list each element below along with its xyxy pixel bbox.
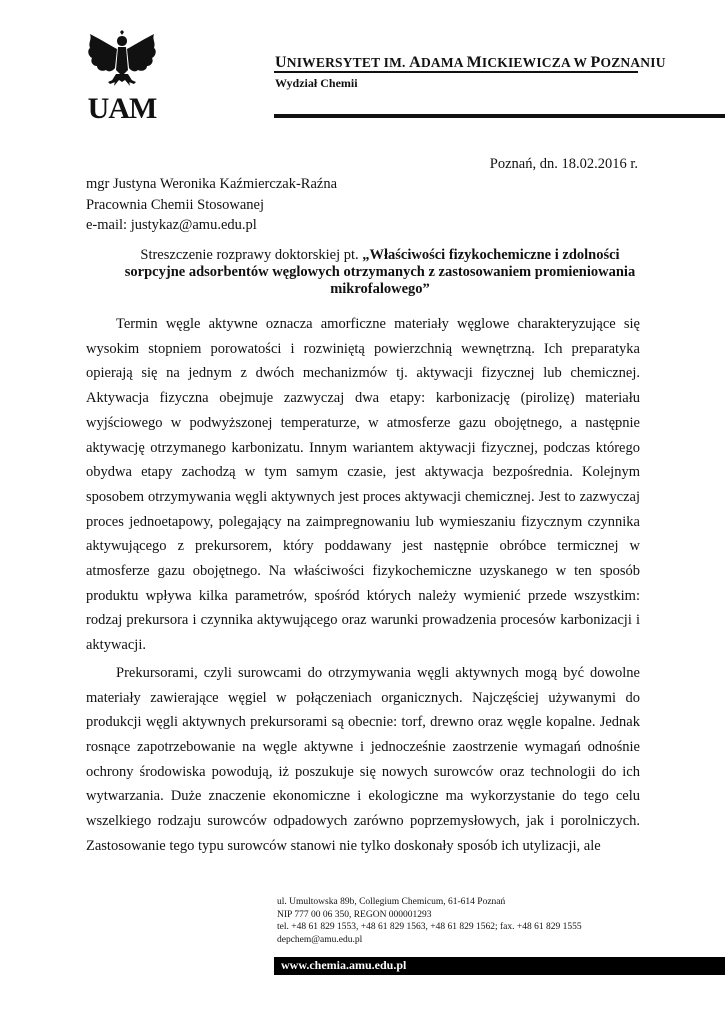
dissertation-title [120,247,640,298]
place-date: Poznań, dn. 18.02.2016 r. [489,156,638,172]
uam-logo [84,30,160,122]
footer-phones: tel. +48 61 829 1553, +48 61 829 1563, +48 61 829 1562; fax. +48 61 829 1555 [277,922,582,932]
footer-address: ul. Umultowska 89b, Collegium Chemicum, 61-614 Poznań [277,897,506,907]
eagle-icon [88,30,155,86]
paragraph: Prekursorami, czyli surowcami do otrzymywania węgli aktywnych mogą być dowolne materiały zawierające węgiel w połączeniach organicznych. Najczęściej używanymi do produkcji węgli aktywnych prekursorami są obecnie: torf, drewno oraz węgle kopalne. Jednak rosnące zapotrzebowanie na węgle aktywne i jednocześnie zaostrzenie wymagań odnośnie ochrony środowiska powodują, iż poszukuje się nowych surowców oraz technologii do ich wytwarzania. Duże znaczenie ekonomiczne i ekologiczne ma wykorzystanie do tego celu wszelkiego rodzaju surowców odpadowych zarówno poprzemysłowych, jak i porolniczych. Zastosowanie tego typu surowców stanowi nie tylko doskonały sposób ich utylizacji, ale [86,664,640,854]
footer-nip: NIP 777 00 06 350, REGON 000001293 [277,909,432,920]
title-bold: „Właściwości fizykochemiczne i zdolności sorpcyjne adsorbentów węglowych otrzymanych z zastosowaniem promieniowania mikrofalowego” [124,247,636,297]
paragraph: Termin węgle aktywne oznacza amorficzne materiały węglowe charakteryzujące się wysokim stopniem porowatości i rozwiniętą powierzchnią wewnętrzną. Ich preparatyka opierają się na jednym z dwóch mechanizmów tj. aktywacji fizycznej lub chemicznej. Aktywacja fizyczna obejmuje zazwyczaj dwa etapy: karbonizację (pirolizę) materiału wyjściowego w podwyższonej temperaturze, w atmosferze gazu obojętnego, a następnie aktywację otrzymanego karbonizatu. Innym wariantem aktywacji fizycznej, podczas którego obydwa etapy zachodzą w tym samym czasie, jest aktywacja bezpośrednia. Kolejnym sposobem otrzymywania węgli aktywnych jest proces aktywacji chemicznej. Jest to zazwyczaj proces jednoetapowy, polegający na zaimpregnowaniu lub wymieszaniu fizycznym czynnika aktywującego z prekursorem, który poddawany jest następnie obróbce termicznej w atmosferze gazu obojętnego. Na właściwości fizykochemiczne uzyskanego w ten sposób produktu wpływa kilka parametrów, spośród których należy wymienić przede wszystkim: rodzaj prekursora i czynnika aktywującego oraz warunki prowadzenia procesów karbonizacji i aktywacji. [86,316,640,654]
footer-email: depchem@amu.edu.pl [277,934,363,945]
header-divider-thin [274,71,638,73]
footer-contact [277,896,582,946]
title-prefix: Streszczenie rozprawy doktorskiej pt. [140,247,363,263]
sender-block [86,174,337,236]
website-link[interactable]: www.chemia.amu.edu.pl [281,958,407,972]
sender-unit: Pracownia Chemii Stosowanej [86,196,265,213]
header-divider-thick [274,114,725,118]
website-bar [274,957,725,975]
logo-text: UAM [87,92,157,122]
sender-name: mgr Justyna Weronika Kaźmierczak-Raźna [86,176,338,192]
university-name: UNIWERSYTET IM. ADAMA MICKIEWICZA W POZNANIU [275,54,666,71]
faculty-name: Wydział Chemii [275,76,358,90]
letter-body [86,312,640,861]
sender-email: e-mail: justykaz@amu.edu.pl [86,217,257,233]
